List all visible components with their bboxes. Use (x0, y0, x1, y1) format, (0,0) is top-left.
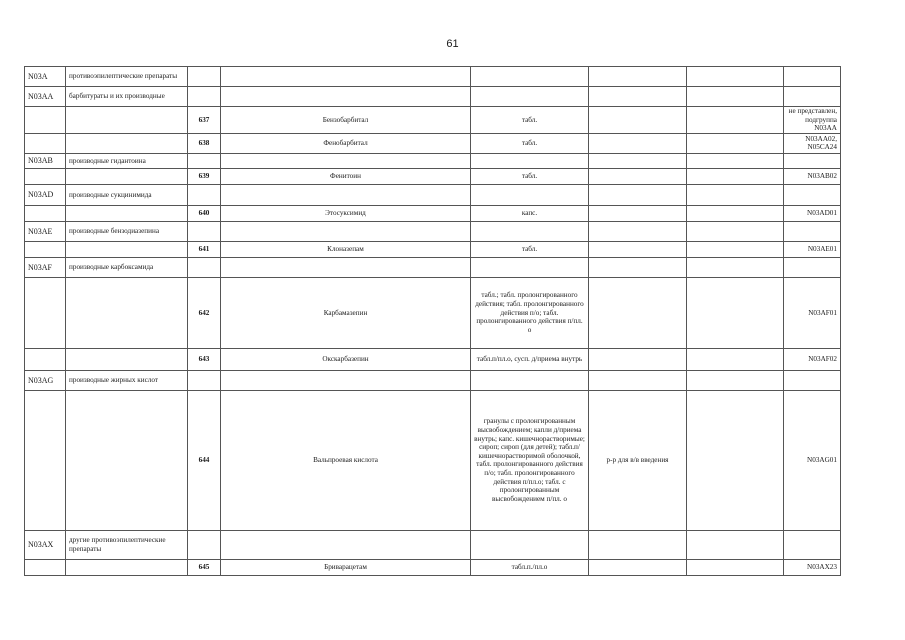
atc-group-code (25, 168, 66, 184)
atc-group-code: N03AA (25, 87, 66, 107)
drug-name (221, 257, 471, 277)
drug-name: Фенобарбитал (221, 133, 471, 153)
item-number (188, 87, 221, 107)
atc-group-code: N03AG (25, 370, 66, 390)
table-row (25, 370, 841, 390)
dosage-form (471, 87, 589, 107)
dosage-form: табл.; табл. пролонгированного действия; табл. пролонгированного действия п/о; табл. пролонгированного действия п/пл. о (471, 277, 589, 348)
item-number (188, 530, 221, 559)
drug-name: Окскарбазепин (221, 348, 471, 370)
dosage-form (471, 370, 589, 390)
item-number: 641 (188, 241, 221, 257)
empty-cell (687, 67, 784, 87)
item-number: 644 (188, 390, 221, 530)
empty-cell (687, 168, 784, 184)
group-name: производные сукцинимида (66, 184, 188, 205)
atc-code (784, 370, 841, 390)
dosage-form: гранулы с пролонгированным высвобождением; капли д/приема внутрь; капс. кишечнорастворимые; сироп; сироп (для детей); табл.п/кишечнорастворимой оболочкой, табл. пролонгированного действия п/о; табл. пролонгированного действия п/пл.о; табл. с пролонгированным высвобождением п/пл. о (471, 390, 589, 530)
drug-name: Этосуксимид (221, 205, 471, 221)
atc-code: N03AX23 (784, 559, 841, 575)
dosage-form: табл.п/пл.о, сусп. д/приема внутрь (471, 348, 589, 370)
group-name (66, 348, 188, 370)
empty-cell (687, 559, 784, 575)
atc-code: N03AA02, N05CA24 (784, 133, 841, 153)
dosage-form-extra (589, 559, 687, 575)
table-row (25, 205, 841, 221)
dosage-form (471, 530, 589, 559)
atc-group-code: N03AB (25, 153, 66, 168)
group-name: производные жирных кислот (66, 370, 188, 390)
item-number (188, 257, 221, 277)
group-name: производные карбоксамида (66, 257, 188, 277)
item-number (188, 67, 221, 87)
dosage-form-extra (589, 153, 687, 168)
table-row (25, 530, 841, 559)
dosage-form-extra (589, 87, 687, 107)
dosage-form-extra (589, 168, 687, 184)
group-name (66, 107, 188, 134)
group-name (66, 168, 188, 184)
drug-name (221, 153, 471, 168)
dosage-form (471, 67, 589, 87)
drug-name (221, 370, 471, 390)
group-name: производные гидантоина (66, 153, 188, 168)
atc-group-code: N03AE (25, 221, 66, 241)
atc-code (784, 257, 841, 277)
item-number: 642 (188, 277, 221, 348)
table-row (25, 241, 841, 257)
table-row (25, 133, 841, 153)
empty-cell (687, 370, 784, 390)
table-row (25, 348, 841, 370)
drug-name (221, 530, 471, 559)
dosage-form (471, 153, 589, 168)
group-name: барбитураты и их производные (66, 87, 188, 107)
dosage-form (471, 257, 589, 277)
item-number: 643 (188, 348, 221, 370)
dosage-form-extra (589, 241, 687, 257)
group-name (66, 559, 188, 575)
empty-cell (687, 530, 784, 559)
table-row (25, 390, 841, 530)
atc-code: N03AG01 (784, 390, 841, 530)
dosage-form: капс. (471, 205, 589, 221)
dosage-form-extra (589, 221, 687, 241)
item-number: 638 (188, 133, 221, 153)
drug-name: Бриварацетам (221, 559, 471, 575)
group-name: противоэпилептические препараты (66, 67, 188, 87)
atc-code: N03AF01 (784, 277, 841, 348)
dosage-form-extra (589, 348, 687, 370)
item-number: 640 (188, 205, 221, 221)
dosage-form-extra (589, 133, 687, 153)
dosage-form-extra (589, 184, 687, 205)
atc-group-code (25, 107, 66, 134)
table-row (25, 168, 841, 184)
atc-code: N03AF02 (784, 348, 841, 370)
item-number (188, 221, 221, 241)
table-row (25, 257, 841, 277)
drug-name: Вальпроевая кислота (221, 390, 471, 530)
drug-name: Бензобарбитал (221, 107, 471, 134)
drug-name (221, 221, 471, 241)
item-number (188, 184, 221, 205)
atc-code: N03AB02 (784, 168, 841, 184)
atc-code (784, 87, 841, 107)
item-number (188, 153, 221, 168)
atc-group-code: N03AD (25, 184, 66, 205)
empty-cell (687, 277, 784, 348)
dosage-form-extra (589, 205, 687, 221)
atc-code (784, 530, 841, 559)
drug-name: Фенитоин (221, 168, 471, 184)
page-number: 61 (446, 38, 459, 50)
drug-name (221, 87, 471, 107)
drug-name: Карбамазепин (221, 277, 471, 348)
group-name (66, 390, 188, 530)
dosage-form (471, 221, 589, 241)
atc-code: N03AD01 (784, 205, 841, 221)
dosage-form (471, 184, 589, 205)
group-name (66, 277, 188, 348)
atc-group-code: N03A (25, 67, 66, 87)
atc-code (784, 67, 841, 87)
empty-cell (687, 221, 784, 241)
atc-code (784, 221, 841, 241)
empty-cell (687, 107, 784, 134)
empty-cell (687, 133, 784, 153)
atc-group-code (25, 348, 66, 370)
atc-group-code (25, 241, 66, 257)
atc-group-code: N03AF (25, 257, 66, 277)
table-row (25, 559, 841, 575)
table-row (25, 184, 841, 205)
group-name (66, 133, 188, 153)
item-number: 639 (188, 168, 221, 184)
dosage-form: табл. (471, 107, 589, 134)
empty-cell (687, 257, 784, 277)
group-name (66, 205, 188, 221)
atc-code (784, 153, 841, 168)
item-number (188, 370, 221, 390)
dosage-form-extra (589, 277, 687, 348)
group-name: производные бензодиазепина (66, 221, 188, 241)
atc-code: N03AE01 (784, 241, 841, 257)
group-name: другие противоэпилептические препараты (66, 530, 188, 559)
item-number: 637 (188, 107, 221, 134)
dosage-form-extra (589, 67, 687, 87)
dosage-form-extra (589, 530, 687, 559)
empty-cell (687, 390, 784, 530)
empty-cell (687, 184, 784, 205)
empty-cell (687, 153, 784, 168)
group-name (66, 241, 188, 257)
dosage-form-extra (589, 370, 687, 390)
dosage-form: табл. (471, 241, 589, 257)
drug-name (221, 67, 471, 87)
table-row (25, 107, 841, 134)
atc-group-code (25, 277, 66, 348)
atc-group-code (25, 133, 66, 153)
item-number: 645 (188, 559, 221, 575)
atc-group-code: N03AX (25, 530, 66, 559)
drug-name: Клоназепам (221, 241, 471, 257)
table-row (25, 277, 841, 348)
dosage-form: табл. (471, 168, 589, 184)
empty-cell (687, 205, 784, 221)
table-row (25, 221, 841, 241)
empty-cell (687, 87, 784, 107)
atc-code: не представлен, подгруппа N03AA (784, 107, 841, 134)
atc-group-code (25, 559, 66, 575)
table-row (25, 153, 841, 168)
empty-cell (687, 241, 784, 257)
dosage-form: табл. (471, 133, 589, 153)
atc-group-code (25, 205, 66, 221)
drug-name (221, 184, 471, 205)
atc-group-code (25, 390, 66, 530)
table-row (25, 87, 841, 107)
dosage-form-extra (589, 257, 687, 277)
atc-code (784, 184, 841, 205)
empty-cell (687, 348, 784, 370)
drug-list-table (24, 66, 841, 576)
dosage-form: табл.п./пл.о (471, 559, 589, 575)
dosage-form-extra (589, 107, 687, 134)
dosage-form-extra: р-р для в/в введения (589, 390, 687, 530)
table-row (25, 67, 841, 87)
